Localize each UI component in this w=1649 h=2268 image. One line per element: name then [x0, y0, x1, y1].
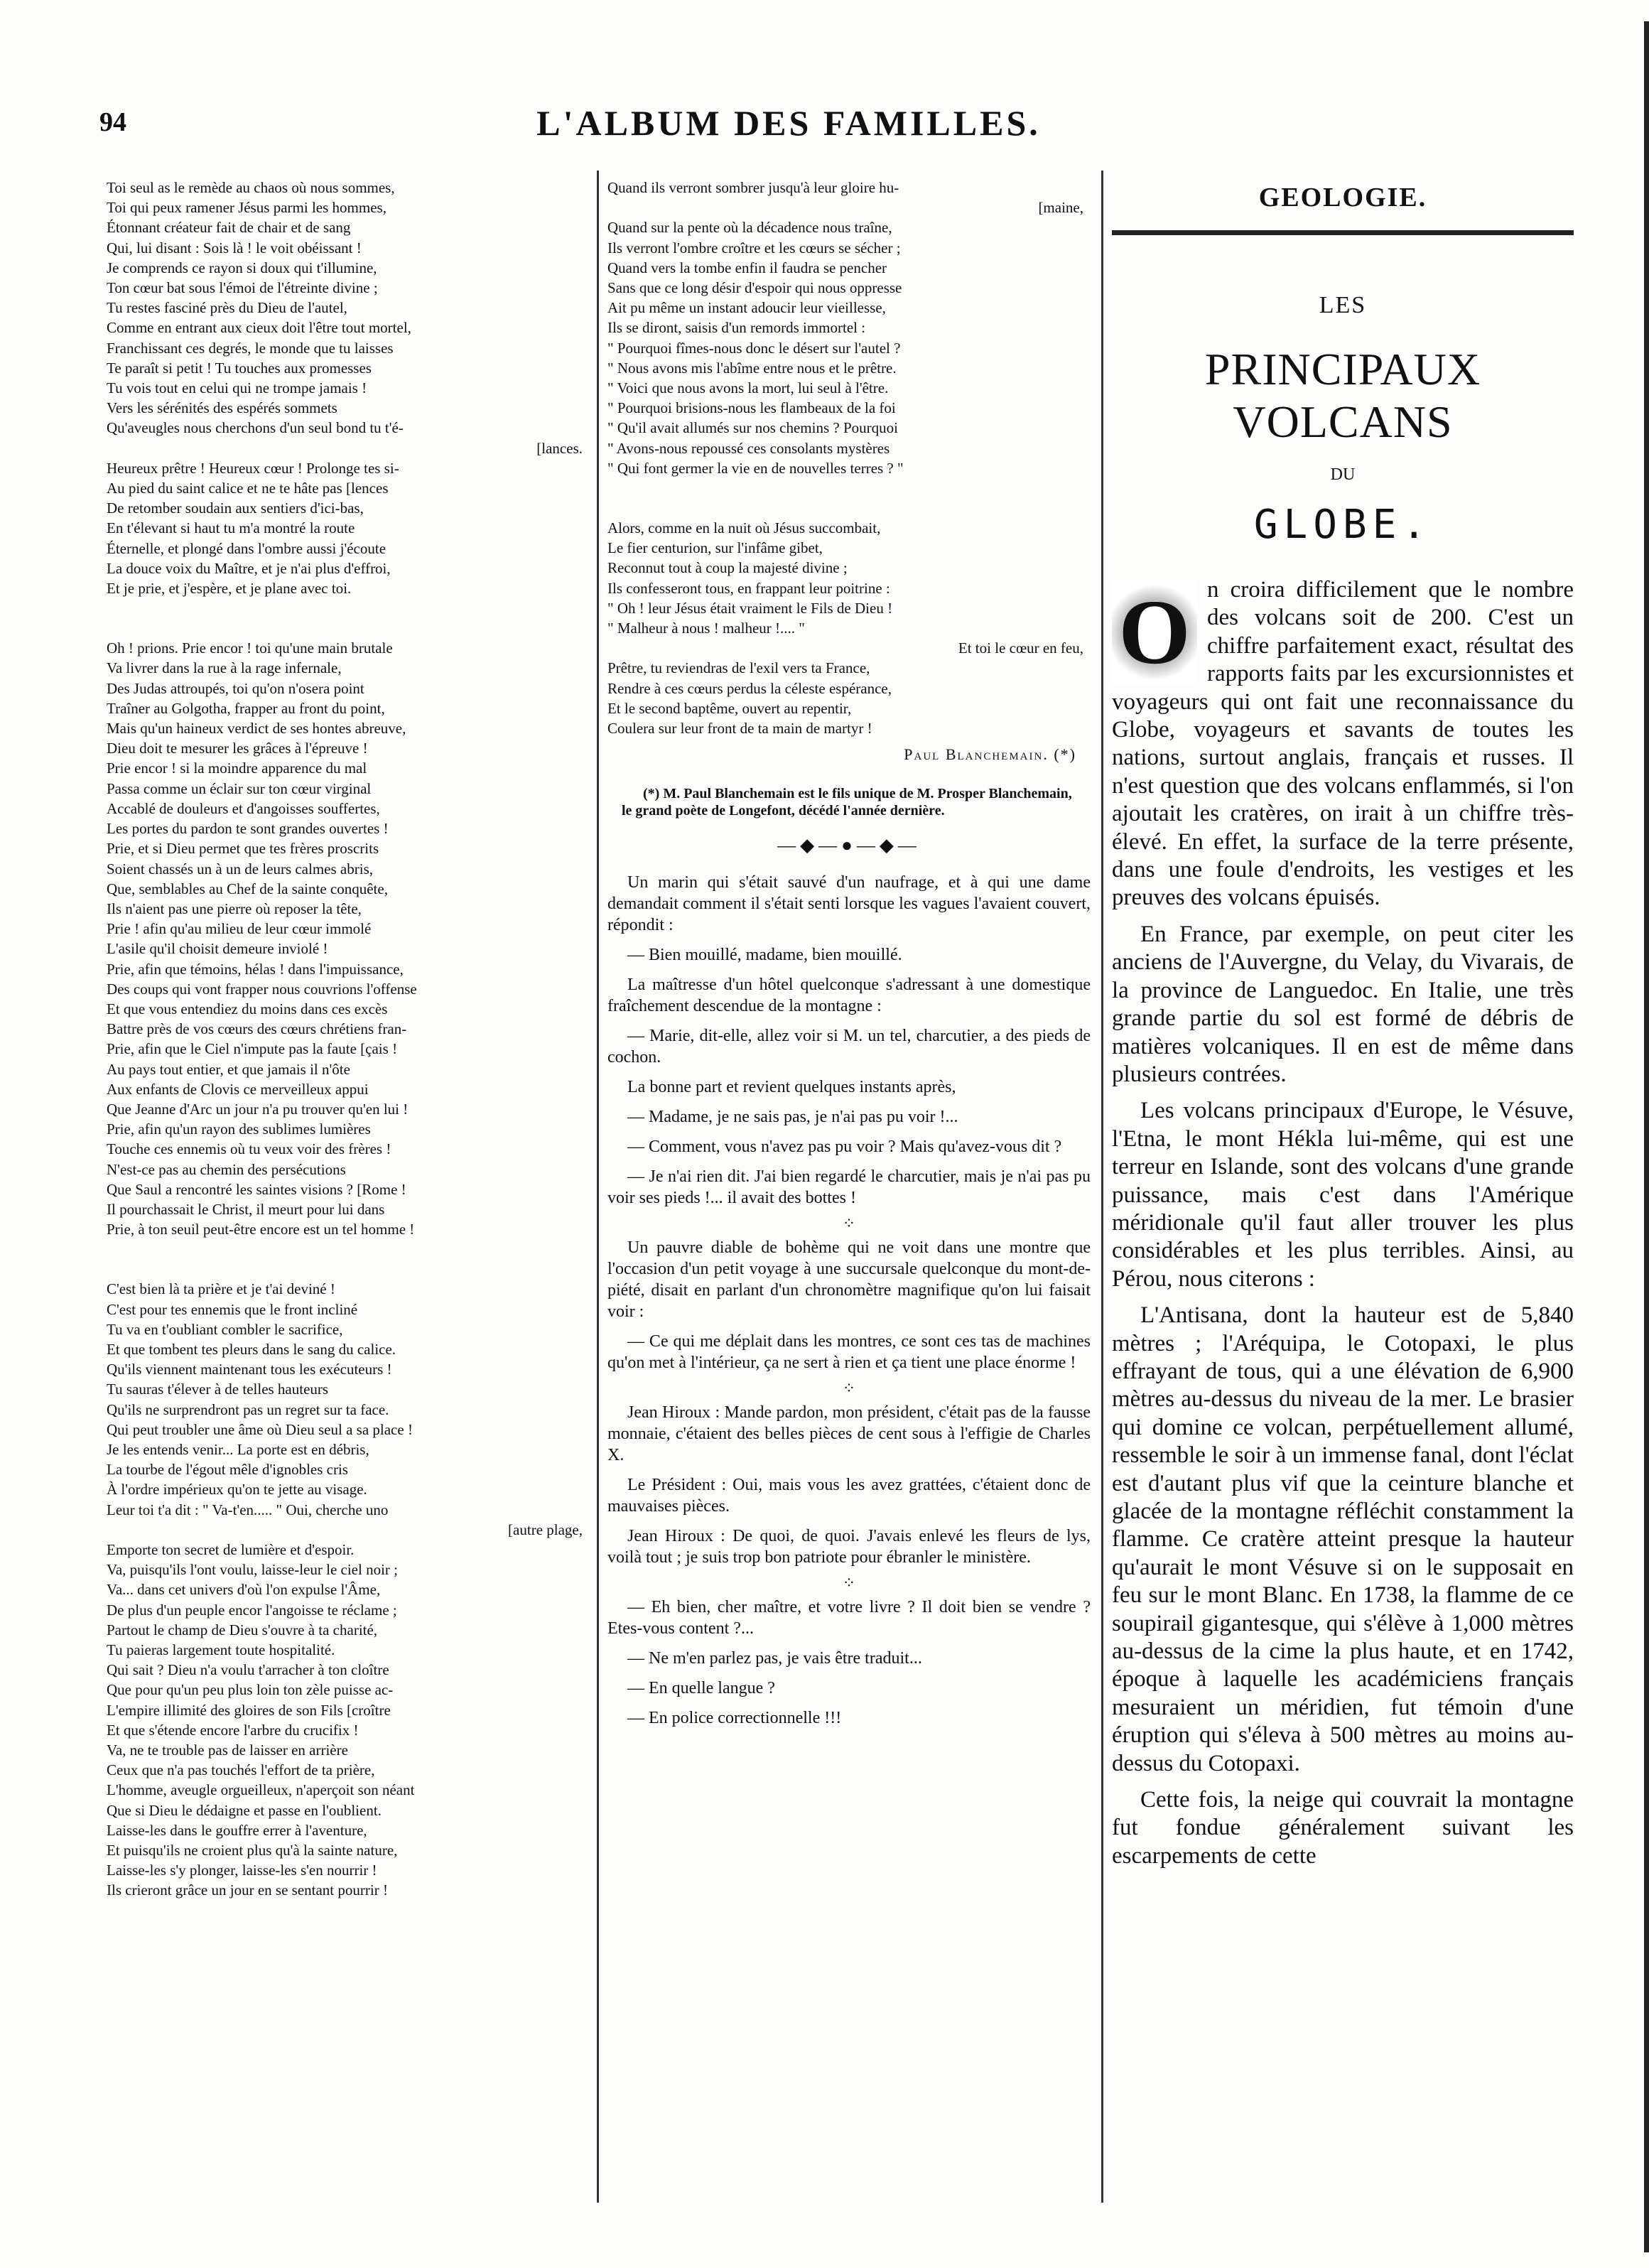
poem-line: Toi qui peux ramener Jésus parmi les hommes,	[107, 199, 386, 217]
poem-line: Qui peut troubler une âme où Dieu seul a sa place !	[107, 1420, 413, 1438]
poem-line: Et que vous entendiez du moins dans ces excès	[107, 1000, 388, 1017]
poem-line: C'est bien là ta prière et je t'ai deviné !	[107, 1280, 335, 1298]
poem-line: Heureux prêtre ! Heureux cœur ! Prolonge tes si-	[107, 459, 399, 477]
poem-line: Battre près de vos cœurs des cœurs chrétiens fran-	[107, 1020, 407, 1038]
article-paragraph: Les volcans principaux d'Europe, le Vésuve, l'Etna, le mont Hékla lui-même, qui est une terreur en Islande, sont des volcans d'une grande puissance, mais c'est dans l'Amérique méridionale qu'il faut aller trouver les plus considérables et les plus terribles. Ainsi, au Pérou, nous citerons :	[1112, 1098, 1574, 1292]
anecdote-text: La maîtresse d'un hôtel quelconque s'adressant à une domestique fraîchement descendue de la montagne :	[607, 976, 1091, 1016]
poem-line: Et toi le cœur en feu,	[958, 639, 1083, 657]
poem-line: [autre plage,	[508, 1521, 583, 1538]
poem-line: Oh ! prions. Prie encor ! toi qu'une main brutale	[107, 639, 393, 657]
poem-line: Reconnut tout à coup la majesté divine ;	[607, 559, 848, 577]
article-paragraph: En France, par exemple, on peut citer les anciens de l'Auvergne, du Velay, du Vivarais, de la province de Languedoc. En Italie, une très grande partie du sol est formé de débris de matières volcaniques. Il en est de même dans plusieurs contrées.	[1112, 921, 1574, 1087]
anecdote-text: Jean Hiroux : De quoi, de quoi. J'avais enlevé les fleurs de lys, voilà tout ; je suis trop bon patriote pour ébranler le ministère.	[607, 1527, 1091, 1567]
article-paragraph: O n croira difficilement que le nombre des volcans soit de 200. C'est un chiffre parfaitement exact, résultat des rapports faits par les excursionnistes et voyageurs qui ont fait une reconnaissance du Globe, voyageurs et savants de toutes les nations, surtout anglais, français et russes. Il n'est question que des volcans enflammés, si l'on ajoutait les cratères, on irait à un chiffre très-élevé. En effet, la surface de la terre présente, dans une foule d'endroits, les vestiges et les preuves des volcans épuisés.	[1112, 577, 1574, 911]
anecdote-text: — Je n'ai rien dit. J'ai bien regardé le charcutier, mais je n'ai pas pu voir ses pieds !... il avait des bottes !	[607, 1167, 1091, 1208]
poem-line: Emporte ton secret de lumière et d'espoir.	[107, 1541, 355, 1558]
poem-line: Et le second baptême, ouvert au repentir,	[607, 699, 852, 717]
poem-line: Va livrer dans la rue à la rage infernale,	[107, 659, 342, 677]
poem-line: Ton cœur bat sous l'émoi de l'étreinte divine ;	[107, 279, 378, 297]
poem-line: Tu vois tout en celui qui ne trompe jamais !	[107, 379, 367, 397]
poem-line: Qui, lui disant : Sois là ! le voit obéissant !	[107, 239, 362, 256]
poem-line: La tourbe de l'égout mêle d'ignobles cris	[107, 1461, 348, 1479]
poem-line: Étonnant créateur fait de chair et de sang	[107, 219, 351, 237]
poem-stanza	[107, 178, 590, 598]
poem-line: Ait pu même un instant adoucir leur vieillesse,	[607, 299, 886, 317]
poem-line: Que pour qu'un peu plus loin ton zèle puisse ac-	[107, 1681, 394, 1699]
poem-line: Leur toi t'a dit : " Va-t'en..... " Oui, cherche uno	[107, 1501, 389, 1518]
page-number: 94	[99, 107, 126, 137]
poem-line: L'homme, aveugle orgueilleux, n'aperçoit son néant	[107, 1781, 415, 1799]
poem-line: Des Judas attroupés, toi qu'on n'osera point	[107, 679, 364, 697]
poem-line: Il pourchassait le Christ, il meurt pour lui dans	[107, 1200, 385, 1218]
poem-line: Sans que ce long désir d'espoir qui nous oppresse	[607, 279, 902, 297]
poem-line: Coulera sur leur front de ta main de martyr !	[607, 720, 872, 738]
anecdote-text: Le Président : Oui, mais vous les avez grattées, c'étaient donc de mauvaises pièces.	[607, 1476, 1091, 1516]
poem-line: Quand sur la pente où la décadence nous traîne,	[607, 219, 892, 237]
poem-line: Prie, afin que le Ciel n'impute pas la faute [çais !	[107, 1040, 398, 1058]
column-rule	[597, 171, 599, 2203]
geology-column	[1112, 178, 1574, 1879]
column-rule	[1101, 171, 1103, 2203]
poem-line: Passa comme un éclair sur ton cœur virginal	[107, 779, 372, 797]
anecdote-text: — En police correctionnelle !!!	[627, 1709, 842, 1728]
anecdote-text: — Bien mouillé, madame, bien mouillé.	[627, 946, 902, 965]
poem-line: Prie, à ton seuil peut-être encore est un tel homme !	[107, 1221, 415, 1238]
poem-line: Te paraît si petit ! Tu touches aux promesses	[107, 359, 372, 377]
poem-line: Tu va en t'oubliant combler le sacrifice,	[107, 1320, 343, 1338]
poem-line: Alors, comme en la nuit où Jésus succombait,	[607, 519, 881, 537]
poem-line: L'asile qu'il choisit demeure inviolé !	[107, 940, 328, 958]
poem-line: Touche ces ennemis où tu veux voir des frères !	[107, 1140, 391, 1158]
poem-line: Prie, afin qu'un rayon des sublimes lumières	[107, 1120, 371, 1138]
poem-line: C'est pour tes ennemis que le front incliné	[107, 1300, 358, 1318]
poem-line: [maine,	[1038, 199, 1083, 217]
separator-dots: ⁘	[842, 1214, 856, 1233]
article-body	[1112, 576, 1574, 1870]
anecdote-text: La bonne part et revient quelques instants après,	[627, 1078, 956, 1097]
heading-rule	[1112, 230, 1574, 235]
poem-line: Dieu doit te mesurer les grâces à l'épreuve !	[107, 740, 368, 757]
anecdote-text: — Madame, je ne sais pas, je n'ai pas pu voir !...	[627, 1108, 958, 1127]
poem-line: " Malheur à nous ! malheur !.... "	[607, 620, 805, 637]
poem-line: Aux enfants de Clovis ce merveilleux appui	[107, 1080, 369, 1098]
poem-line: Qu'ils viennent maintenant tous les exécuteurs !	[107, 1361, 392, 1378]
poem-line: Ils se diront, saisis d'un remords immortel :	[607, 319, 866, 337]
anecdote-text: Jean Hiroux : Mande pardon, mon président, c'était pas de la fausse monnaie, c'étaient des belles pièces de cent sous à l'effigie de Charles X.	[607, 1403, 1091, 1465]
poem-line: Va, puisqu'ils l'ont voulu, laisse-leur le ciel noir ;	[107, 1561, 399, 1579]
poem-line: N'est-ce pas au chemin des persécutions	[107, 1160, 346, 1178]
poem-stanza	[107, 1279, 590, 1900]
anecdote-text: — Ce qui me déplait dans les montres, ce sont ces tas de machines qu'on met à l'intérieur, ça ne sert à rien et ça tient une place énorme !	[607, 1332, 1091, 1373]
poem-line: Éternelle, et plongé dans l'ombre aussi j'écoute	[107, 539, 386, 557]
ornament-divider: —◆—●—◆—	[777, 835, 921, 856]
poem-line: [lances.	[536, 439, 583, 457]
poem-line: " Pourquoi fîmes-nous donc le désert sur l'autel ?	[607, 339, 901, 357]
poem-line: " Oh ! leur Jésus était vraiment le Fils de Dieu !	[607, 599, 893, 617]
poem-line: " Voici que nous avons la mort, lui seul à l'être.	[607, 379, 889, 397]
poem-line: Et puisqu'ils ne croient plus qu'à la sainte nature,	[107, 1842, 398, 1859]
poem-line: Je comprends ce rayon si doux qui t'illumine,	[107, 259, 377, 276]
poem-line: Ils verront l'ombre croître et les cœurs se sécher ;	[607, 239, 901, 256]
poem-line: " Nous avons mis l'abîme entre nous et le prêtre.	[607, 359, 897, 377]
poem-signature: Paul Blanchemain. (*)	[904, 745, 1076, 764]
drop-cap: O	[1112, 579, 1197, 686]
poem-line: Ils confesseront tous, en frappant leur poitrine :	[607, 579, 890, 597]
poem-line: Soient chassés un à un de leurs calmes abris,	[107, 860, 373, 878]
anecdote-text: Un pauvre diable de bohème qui ne voit dans une montre que l'occasion d'un petit voyage à une succursale quelconque du mont-de-piété, disait en parlant d'un chronomètre magnifique qu'on lui faisait voir :	[607, 1238, 1091, 1322]
poem-line: Qu'ils ne surprendront pas un regret sur ta face.	[107, 1400, 389, 1418]
section-heading: GEOLOGIE.	[1258, 183, 1427, 212]
middle-column	[607, 178, 1091, 1737]
anecdote-text: — Eh bien, cher maître, et votre livre ? Il doit bien se vendre ? Etes-vous content ?...	[607, 1598, 1091, 1638]
article-paragraph: L'Antisana, dont la hauteur est de 5,840 mètres ; l'Aréquipa, le Cotopaxi, le plus effrayant de tous, qui a une élévation de 6,900 mètres au-dessus du niveau de la mer. Le brasier qui domine ce volcan, perpétuellement allumé, ressemble le soir à un immense fanal, dont l'éclat est d'autant plus vif que la ceinture blanche et glacée de la montagne réfléchit constamment la flamme. Ce cratère atteint presque la hauteur qu'aurait le mont Vésuve si on le supposait en feu sur le mont Blanc. En 1738, la flamme de ce soupirail gigantesque, qui s'élève à 1,000 mètres au-dessus de la cime la plus haute, et en 1742, époque à laquelle les académiciens français mesuraient un méridien, fut témoin d'une éruption qui s'éleva à 500 mètres au moins au-dessus du Cotopaxi.	[1112, 1302, 1574, 1776]
poem-line: Au pays tout entier, et que jamais il n'ôte	[107, 1060, 350, 1078]
poem-line: De retomber soudain aux sentiers d'ici-bas,	[107, 500, 364, 517]
poem-line: Qu'aveugles nous cherchons d'un seul bond tu t'é-	[107, 419, 404, 437]
poem-line: " Pourquoi brisions-nous les flambeaux de la foi	[607, 399, 896, 417]
anecdote-text: — En quelle langue ?	[627, 1679, 775, 1698]
poem-line: Quand vers la tombe enfin il faudra se pencher	[607, 259, 887, 276]
poem-line: Va... dans cet univers d'où l'on expulse l'Âme,	[107, 1581, 381, 1599]
poem-line: De plus d'un peuple encor l'angoisse te réclame ;	[107, 1601, 397, 1619]
footnote: (*) M. Paul Blanchemain est le fils unique de M. Prosper Blanchemain, le grand poète de Longefont, décédé l'année dernière.	[622, 786, 1072, 819]
poem-line: Va, ne te trouble pas de laisser en arrière	[107, 1742, 348, 1759]
poem-line: Rendre à ces cœurs perdus la céleste espérance,	[607, 679, 892, 697]
poem-line: Toi seul as le remède au chaos où nous sommes,	[107, 179, 395, 196]
poem-line: Accablé de douleurs et d'angoisses souffertes,	[107, 799, 380, 817]
poem-line: Des coups qui vont frapper nous couvrions l'offense	[107, 980, 417, 998]
poem-line: Quand ils verront sombrer jusqu'à leur gloire hu-	[607, 179, 899, 196]
poem-line: Tu paieras largement toute hospitalité.	[107, 1641, 335, 1659]
poem-line: Que si Dieu le dédaigne et passe en l'oublient.	[107, 1801, 382, 1819]
article-title: PRINCIPAUX VOLCANS	[1204, 344, 1481, 447]
poem-line: " Avons-nous repoussé ces consolants mystères	[607, 439, 890, 457]
poem-line: Laisse-les dans le gouffre errer à l'aventure,	[107, 1821, 367, 1839]
poem-line: Franchissant ces degrés, le monde que tu laisses	[107, 339, 394, 357]
poem-line: Laisse-les s'y plonger, laisse-les s'en nourrir !	[107, 1862, 377, 1879]
poem-stanza	[607, 178, 1091, 478]
poem-line: Ils crieront grâce un jour en se sentant pourrir !	[107, 1881, 388, 1899]
anecdote-text: Un marin qui s'était sauvé d'un naufrage, et à qui une dame demandait comment il s'était senti lorsque les vagues l'avaient couvert, répondit :	[607, 873, 1091, 935]
poem-stanza	[107, 638, 590, 1239]
anecdote-text: — Comment, vous n'avez pas pu voir ? Mais qu'avez-vous dit ?	[627, 1138, 1062, 1157]
poem-line: Les portes du pardon te sont grandes ouvertes !	[107, 820, 389, 838]
poem-line: Mais qu'un haineux verdict de ses hontes abreuve,	[107, 720, 406, 738]
poem-line: Prie encor ! si la moindre apparence du mal	[107, 760, 367, 777]
poem-line: Traîner au Golgotha, frapper au front du point,	[107, 699, 385, 717]
separator-dots: ⁘	[842, 1574, 856, 1592]
poem-line: Tu restes fasciné près du Dieu de l'autel,	[107, 299, 347, 317]
poem-line: Partout le champ de Dieu s'ouvre à ta charité,	[107, 1621, 378, 1638]
poem-line: Vers les sérénités des espérés sommets	[107, 399, 337, 417]
poem-line: Le fier centurion, sur l'infâme gibet,	[607, 539, 823, 557]
poem-line: L'empire illimité des gloires de son Fils [croître	[107, 1701, 391, 1719]
right-margin-rule	[1644, 21, 1649, 2252]
poem-line: La douce voix du Maître, et je n'ai plus d'effroi,	[107, 559, 391, 577]
poem-stanza	[607, 518, 1091, 738]
poem-line: Prie, afin que témoins, hélas ! dans l'impuissance,	[107, 960, 404, 978]
anecdotes	[607, 872, 1091, 1729]
anecdote-text: — Marie, dit-elle, allez voir si M. un tel, charcutier, a des pieds de cochon.	[607, 1027, 1091, 1067]
poem-line: En t'élevant si haut tu m'a montré la route	[107, 519, 355, 537]
poem-line: Que, semblables au Chef de la sainte conquête,	[107, 880, 388, 897]
poem-line: Comme en entrant aux cieux doit l'être tout mortel,	[107, 319, 411, 337]
article-title-connector: DU	[1330, 465, 1356, 484]
poem-line: Tu sauras t'élever à de telles hauteurs	[107, 1381, 329, 1398]
poem-line: Ils n'aient pas une pierre où reposer la tête,	[107, 900, 362, 917]
poem-line: Prêtre, tu reviendras de l'exil vers ta France,	[607, 659, 870, 677]
running-title: L'ALBUM DES FAMILLES.	[536, 103, 1041, 143]
poem-line: " Qu'il avait allumés sur nos chemins ? Pourquoi	[607, 419, 898, 437]
poem-line: Et que s'étende encore l'arbre du crucifix !	[107, 1721, 359, 1739]
article-kicker: LES	[1319, 292, 1367, 318]
poem-line: À l'ordre impérieux qu'on te jette au visage.	[107, 1481, 367, 1498]
poem-line: Que Saul a rencontré les saintes visions ? [Rome !	[107, 1180, 406, 1198]
poem-line: Et je prie, et j'espère, et je plane avec toi.	[107, 580, 352, 598]
article-subtitle: GLOBE.	[1253, 502, 1432, 548]
anecdote-text: — Ne m'en parlez pas, je vais être traduit...	[627, 1649, 922, 1668]
poem-line: Qui sait ? Dieu n'a voulu t'arracher à ton cloître	[107, 1661, 389, 1679]
poem-line: Prie ! afin qu'au milieu de leur cœur immolé	[107, 920, 372, 938]
page-header	[99, 103, 1478, 149]
article-paragraph: Cette fois, la neige qui couvrait la montagne fut fondue généralement suivant les escarpements de cette	[1112, 1787, 1574, 1869]
poem-line: Au pied du saint calice et ne te hâte pas [lences	[107, 480, 389, 497]
poem-line: Et que tombent tes pleurs dans le sang du calice.	[107, 1340, 396, 1358]
separator-dots: ⁘	[842, 1379, 856, 1398]
poem-column	[107, 178, 590, 1901]
poem-line: Prie, et si Dieu permet que tes frères proscrits	[107, 840, 379, 858]
poem-line: " Qui font germer la vie en de nouvelles terres ? "	[607, 459, 904, 477]
poem-line: Que Jeanne d'Arc un jour n'a pu trouver qu'en lui !	[107, 1100, 409, 1118]
poem-line: Ceux que n'a pas touchés l'effort de ta prière,	[107, 1761, 375, 1779]
poem-line: Je les entends venir... La porte est en débris,	[107, 1440, 369, 1458]
